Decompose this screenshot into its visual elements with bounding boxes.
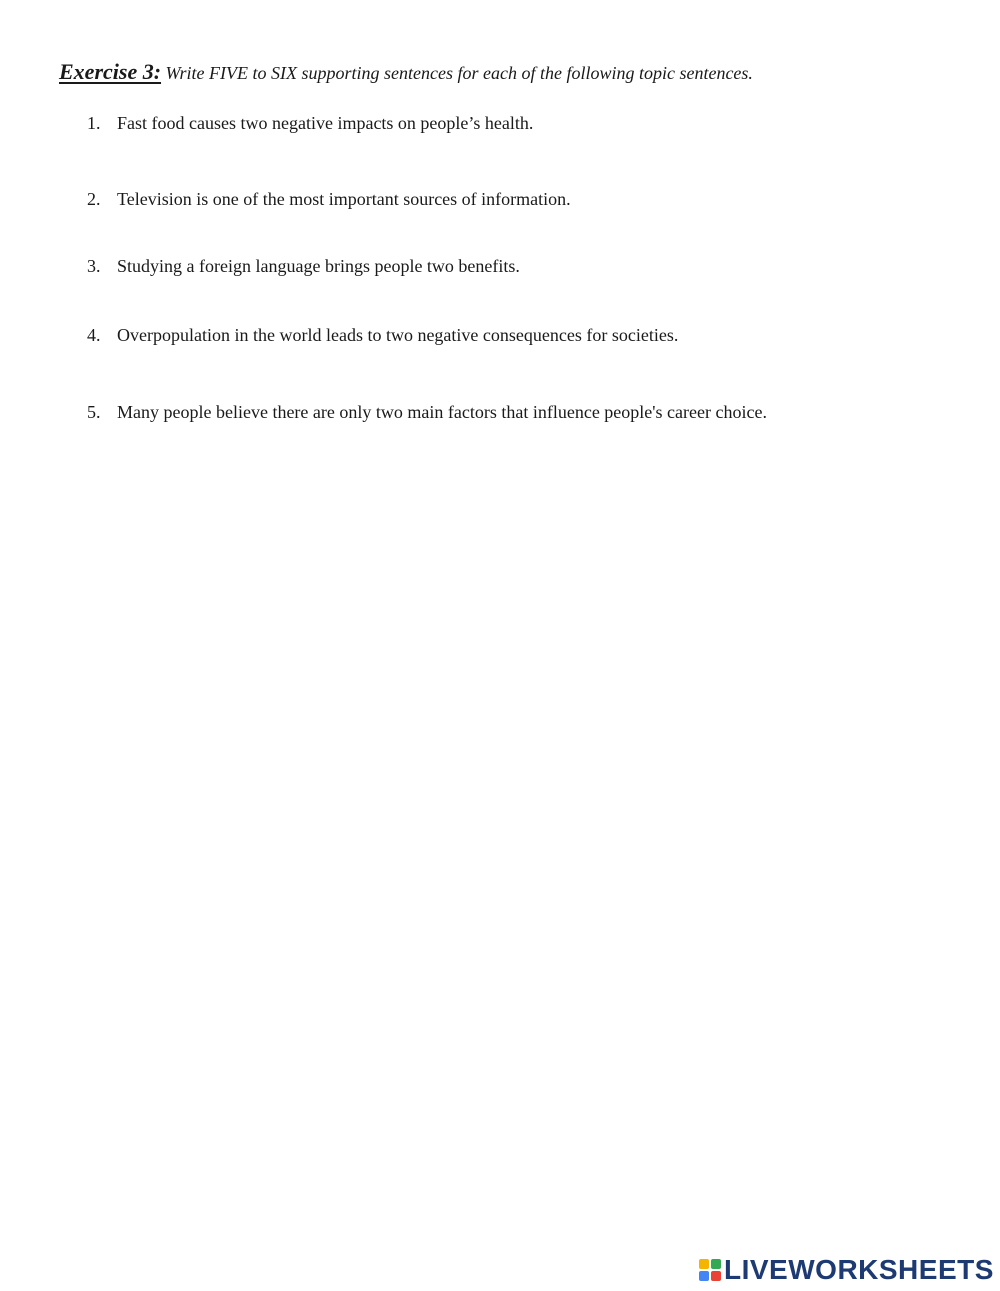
logo-text: LIVEWORKSHEETS	[724, 1254, 994, 1285]
exercise-header	[59, 56, 753, 91]
liveworksheets-logo	[699, 1255, 994, 1285]
list-item	[87, 254, 520, 278]
logo-block-green	[711, 1259, 721, 1269]
list-item-number: 4.	[87, 325, 101, 345]
list-item-number: 5.	[87, 402, 101, 422]
list-item	[87, 400, 767, 424]
liveworksheets-logo-icon	[699, 1259, 721, 1281]
logo-block-blue	[699, 1271, 709, 1281]
list-item	[87, 323, 678, 347]
list-item-number: 2.	[87, 189, 101, 209]
logo-block-red	[711, 1271, 721, 1281]
list-item-text: Fast food causes two negative impacts on people’s health.	[117, 113, 534, 133]
logo-block-yellow	[699, 1259, 709, 1269]
list-item-text: Television is one of the most important sources of information.	[117, 189, 571, 209]
exercise-title: Exercise 3:	[59, 59, 162, 84]
list-item-number: 3.	[87, 256, 101, 276]
list-item-text: Overpopulation in the world leads to two negative consequences for societies.	[117, 325, 679, 345]
list-item	[87, 187, 571, 211]
list-item-number: 1.	[87, 113, 101, 133]
exercise-instruction: Write FIVE to SIX supporting sentences for each of the following topic sentences.	[161, 63, 753, 83]
list-item-text: Studying a foreign language brings people two benefits.	[117, 256, 520, 276]
list-item	[87, 111, 533, 135]
list-item-text: Many people believe there are only two main factors that influence people's career choice.	[117, 402, 767, 422]
